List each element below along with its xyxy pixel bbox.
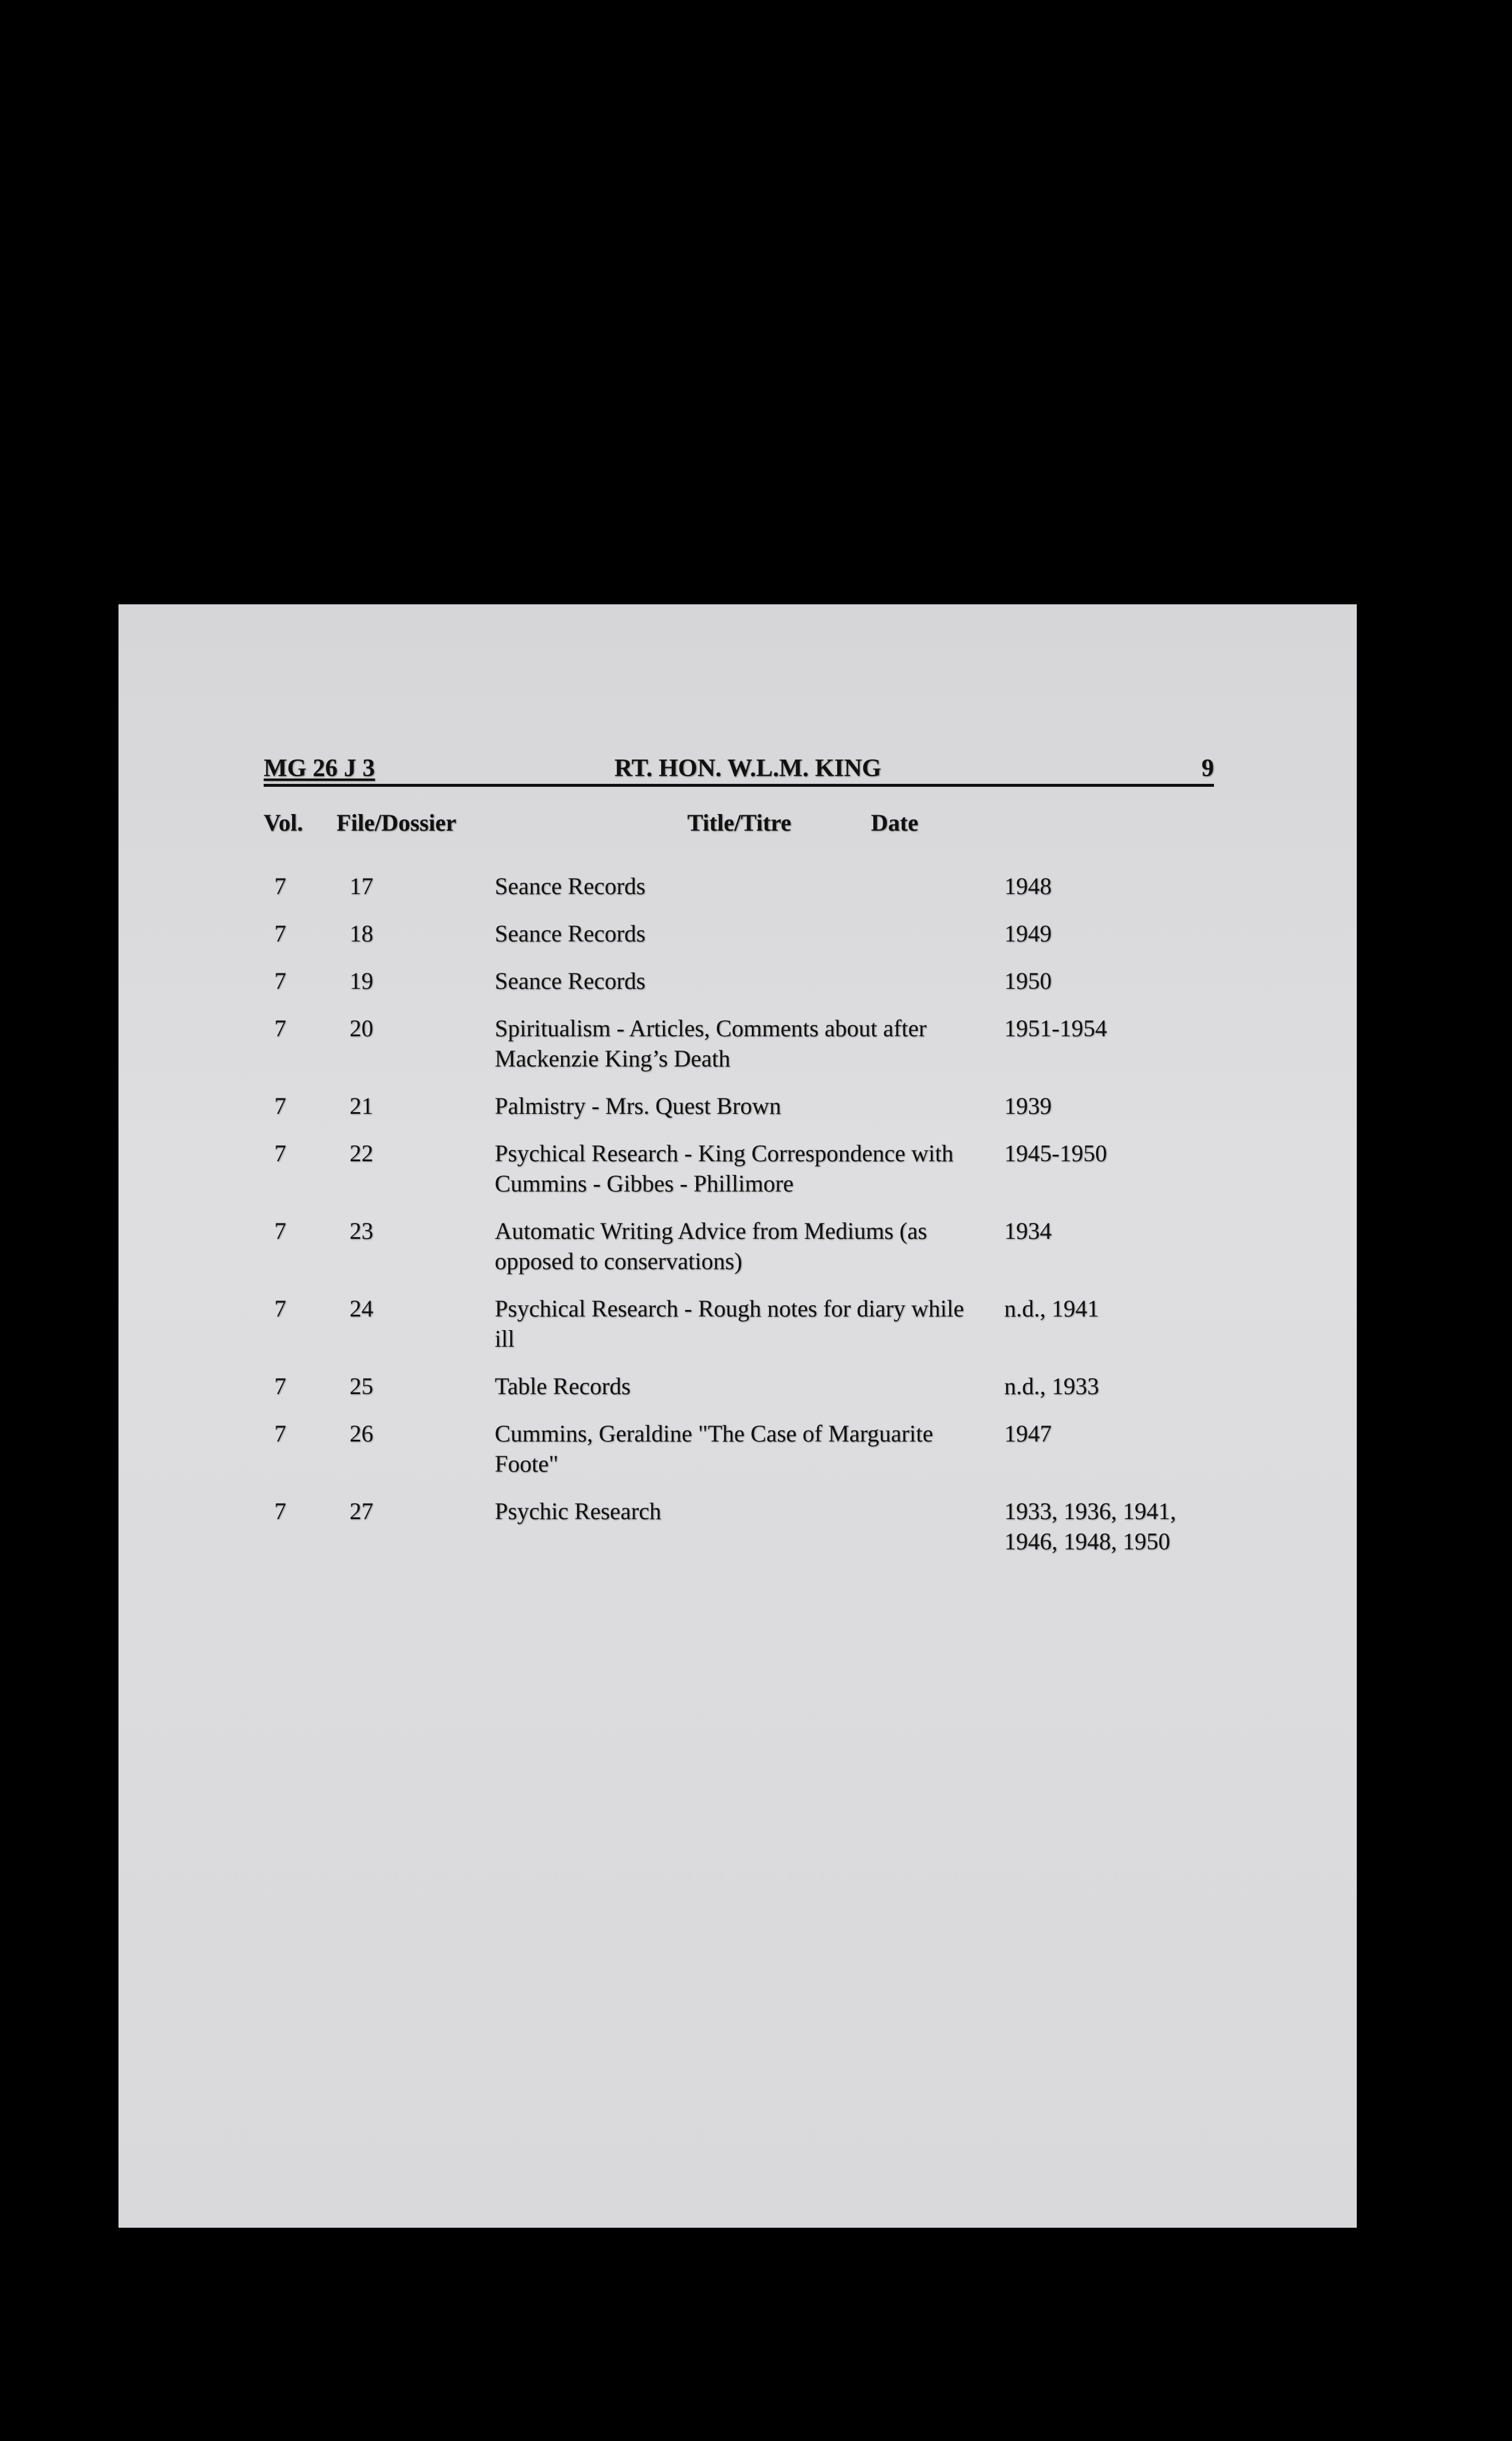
cell-vol: 7 [274,873,286,899]
table-row [264,1371,1214,1418]
cell-file: 21 [350,1093,373,1119]
column-header-file: File/Dossier [337,809,457,836]
cell-date: 1951-1954 [1004,1015,1107,1042]
cell-vol: 7 [274,920,286,947]
table-row [264,1013,1214,1091]
cell-date: 1934 [1004,1218,1052,1244]
cell-title: Psychical Research - King Correspondence with Cummins - Gibbes - Phillimore [495,1140,954,1197]
cell-date: 1939 [1004,1093,1052,1119]
table-row [264,966,1214,1013]
cell-vol: 7 [274,1140,286,1167]
table-row [264,1091,1214,1138]
cell-title: Table Records [495,1373,631,1399]
document-page [118,604,1357,2228]
cell-date: 1950 [1004,968,1052,994]
table-row [264,918,1214,966]
cell-vol: 7 [274,1093,286,1119]
cell-vol: 7 [274,968,286,994]
cell-date: 1933, 1936, 1941, 1946, 1948, 1950 [1004,1498,1176,1555]
cell-title: Palmistry - Mrs. Quest Brown [495,1093,781,1119]
cell-title: Psychical Research - Rough notes for diary while ill [495,1295,965,1352]
cell-vol: 7 [274,1498,286,1524]
cell-vol: 7 [274,1015,286,1042]
table-row [264,871,1214,918]
column-header-vol: Vol. [264,809,303,836]
cell-title: Spiritualism - Articles, Comments about after Mackenzie King’s Death [495,1015,927,1072]
column-header-title: Title/Titre [687,809,792,836]
cell-file: 26 [350,1420,373,1447]
cell-date: n.d., 1941 [1004,1295,1099,1322]
cell-title: Seance Records [495,873,646,899]
table-row [264,1418,1214,1496]
cell-vol: 7 [274,1373,286,1399]
cell-title: Seance Records [495,968,646,994]
cell-title: Seance Records [495,920,646,947]
table-row [264,1496,1214,1574]
cell-file: 25 [350,1373,373,1399]
cell-date: n.d., 1933 [1004,1373,1099,1399]
cell-file: 20 [350,1015,373,1042]
page-header [264,749,1214,787]
column-header-date: Date [871,809,918,836]
cell-title: Cummins, Geraldine "The Case of Marguarite Foote" [495,1420,933,1477]
cell-date: 1949 [1004,920,1052,947]
cell-file: 17 [350,873,373,899]
table-row [264,1293,1214,1371]
cell-file: 27 [350,1498,373,1524]
cell-title: Automatic Writing Advice from Mediums (as opposed to conservations) [495,1218,927,1274]
cell-date: 1945-1950 [1004,1140,1107,1167]
page-number: 9 [1202,755,1214,782]
cell-file: 18 [350,920,373,947]
collection-reference: MG 26 J 3 [264,755,375,782]
cell-vol: 7 [274,1295,286,1322]
cell-file: 24 [350,1295,373,1322]
cell-vol: 7 [274,1420,286,1447]
table-row [264,1138,1214,1216]
cell-vol: 7 [274,1218,286,1244]
cell-title: Psychic Research [495,1498,662,1524]
cell-file: 23 [350,1218,373,1244]
cell-date: 1947 [1004,1420,1052,1447]
cell-file: 19 [350,968,373,994]
file-list [264,871,1214,1574]
cell-file: 22 [350,1140,373,1167]
fonds-title: RT. HON. W.L.M. KING [614,755,882,782]
column-headers [264,809,1214,838]
table-row [264,1216,1214,1293]
cell-date: 1948 [1004,873,1052,899]
